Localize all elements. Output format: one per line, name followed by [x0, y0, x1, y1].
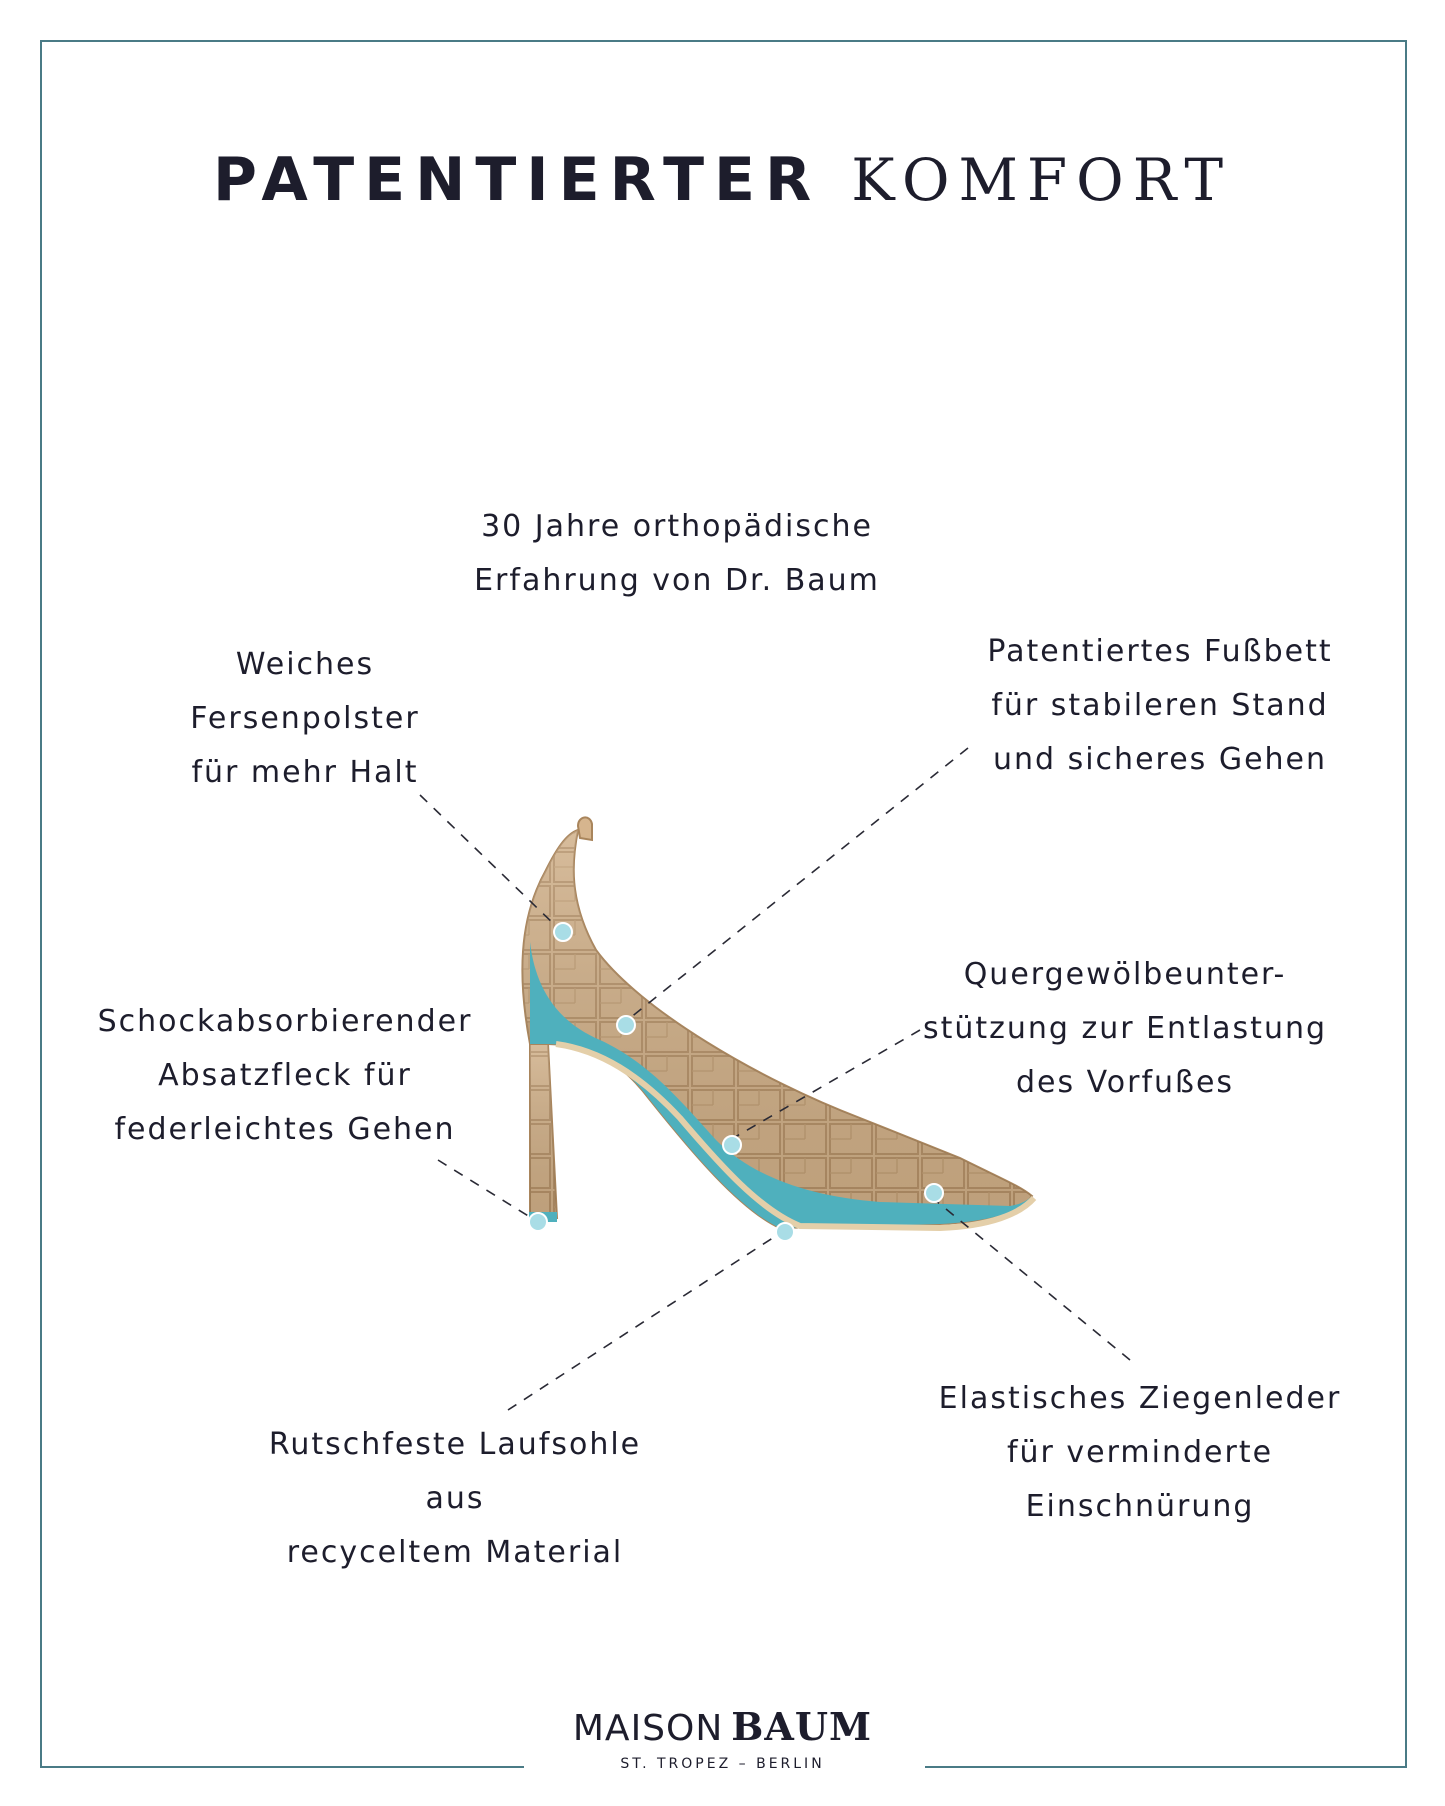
dot-arch-support [723, 1136, 741, 1154]
label-line: Patentiertes Fußbett [987, 634, 1333, 669]
label-line: 30 Jahre orthopädische [481, 509, 873, 544]
dot-footbed [617, 1016, 635, 1034]
leader-leather [935, 1200, 1130, 1360]
label-line: und sicheres Gehen [992, 742, 1328, 777]
label-line: für verminderte [1006, 1435, 1274, 1470]
brand-name-bold: BAUM [731, 1704, 873, 1749]
label-line: für stabileren Stand [991, 688, 1329, 723]
label-heel-pad [150, 638, 460, 800]
label-line: Fersenpolster [190, 701, 420, 736]
label-footbed [945, 625, 1375, 787]
leader-heel-tip [438, 1160, 538, 1222]
label-line: Quergewölbeunter- [963, 957, 1287, 992]
label-heel-tip [70, 995, 500, 1157]
label-experience [437, 500, 917, 608]
label-line: recyceltem Material [286, 1535, 624, 1570]
label-arch-support [900, 948, 1350, 1110]
label-line: Schockabsorbierender [97, 1004, 473, 1039]
dot-heel-tip [529, 1213, 547, 1231]
label-leather [910, 1372, 1370, 1534]
label-line: für mehr Halt [191, 755, 419, 790]
dot-outsole [776, 1223, 794, 1241]
label-line: Rutschfeste Laufsohle [268, 1427, 642, 1462]
label-line: Einschnürung [1025, 1489, 1255, 1524]
title-bold: PATENTIERTER [212, 145, 822, 215]
label-line: Elastisches Ziegenleder [938, 1381, 1342, 1416]
label-line: stützung zur Entlastung [922, 1011, 1328, 1046]
heel-pull-tab [578, 817, 592, 840]
label-line: Absatzfleck für [158, 1058, 412, 1093]
label-line: Erfahrung von Dr. Baum [474, 563, 880, 598]
title-serif: KOMFORT [851, 146, 1233, 214]
brand-logo [0, 1704, 1445, 1749]
label-line: aus [425, 1481, 485, 1516]
label-line: des Vorfußes [1015, 1065, 1235, 1100]
label-line: Weiches [235, 647, 375, 682]
label-line: federleichtes Gehen [114, 1112, 456, 1147]
brand-tagline: ST. TROPEZ – BERLIN [620, 1756, 825, 1772]
label-outsole [245, 1418, 665, 1580]
dot-heel-pad [554, 923, 572, 941]
brand-name-light: MAISON [572, 1708, 724, 1749]
leader-outsole [508, 1230, 785, 1410]
dot-leather [925, 1184, 943, 1202]
